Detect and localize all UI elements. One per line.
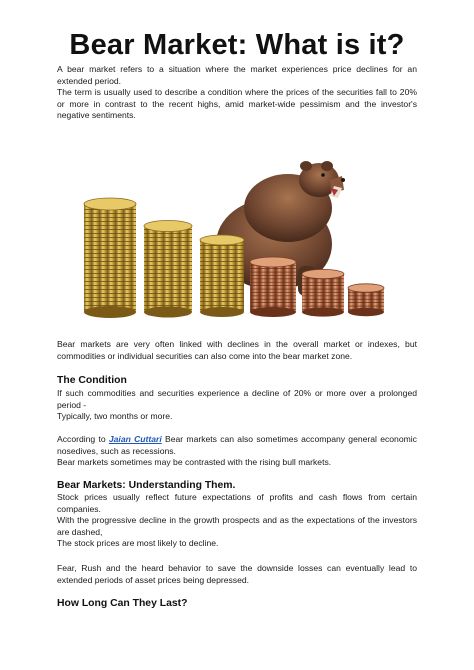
condition-paragraph-3 [57, 434, 417, 457]
bear-and-coins-image [76, 150, 398, 322]
understanding-paragraph-1: Stock prices usually reflect future expectations of profits and cash flows from certain companies. [57, 492, 417, 514]
after-image-paragraph: Bear markets are very often linked with declines in the overall market or indexes, but commodities or individual securities can also come into the bear market zone. [57, 339, 417, 361]
condition-paragraph-1: If such commodities and securities experience a decline of 20% or more over a prolonged period - [57, 388, 417, 410]
understanding-paragraph-4: Fear, Rush and the heard behavior to save the downside losses can eventually lead to extended periods of asset prices being depressed. [57, 563, 417, 585]
gold-coin-stacks [84, 198, 244, 318]
author-link[interactable]: Jaian Cuttari [108, 434, 162, 444]
heading-understanding-them: Bear Markets: Understanding Them. [57, 480, 236, 491]
condition-paragraph-4: Bear markets sometimes may be contrasted with the rising bull markets. [57, 457, 332, 467]
condition-p3-suffix: Bear markets can also sometimes accompany general economic nosedives, such as recessions. [57, 434, 417, 456]
condition-p3-prefix: According to [57, 434, 109, 444]
page-title: Bear Market: What is it? [69, 29, 405, 61]
heading-how-long-can-they-last: How Long Can They Last? [57, 598, 188, 609]
understanding-paragraph-3: The stock prices are most likely to decline. [57, 538, 219, 548]
intro-paragraph-2: The term is usually used to describe a condition where the prices of the securities fall to 20% or more in contrast to the recent highs, amid market-wide pessimism and the investor's negative sentiments. [57, 87, 417, 121]
condition-paragraph-2: Typically, two months or more. [57, 411, 173, 421]
understanding-paragraph-2: With the progressive decline in the growth prospects and as the expectations of the investors are dashed, [57, 515, 417, 537]
intro-paragraph-1: A bear market refers to a situation where the market experiences price declines for an extended period. [57, 64, 417, 86]
heading-the-condition: The Condition [57, 375, 127, 386]
